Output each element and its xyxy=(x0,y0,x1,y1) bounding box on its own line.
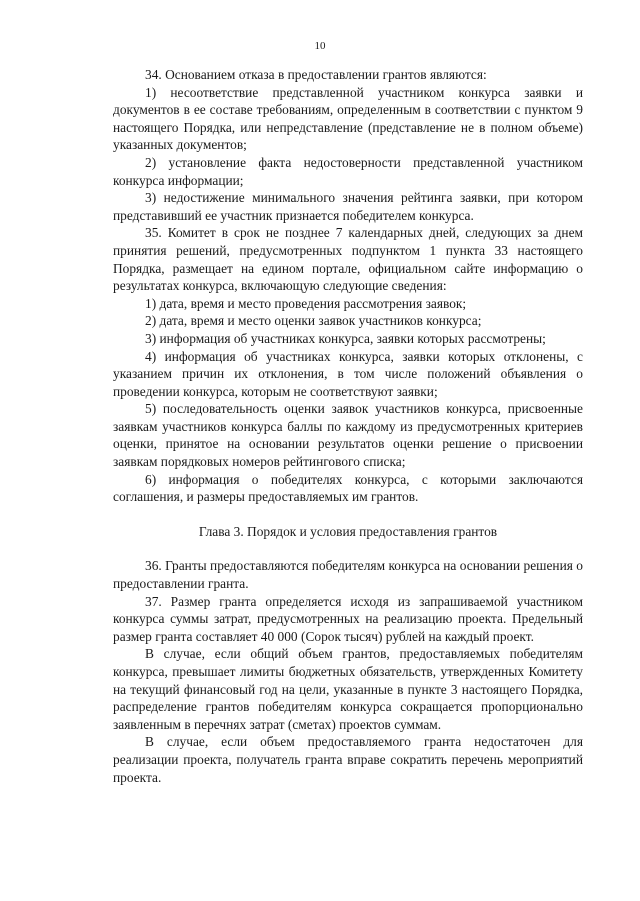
paragraph-37: 37. Размер гранта определяется исходя из запрашиваемой участником конкурса суммы затрат, предусмотренных на реализацию проекта. Предельный размер гранта составляет 40 000 (Сорок тысяч) рублей на каждый проект. xyxy=(113,593,583,644)
paragraph-34-item-3: 3) недостижение минимального значения рейтинга заявки, при котором представивший ее участник признается победителем конкурса. xyxy=(113,190,583,223)
paragraph-35: 35. Комитет в срок не позднее 7 календарных дней, следующих за днем принятия решений, предусмотренных подпунктом 1 пункта 33 настоящего Порядка, размещает на едином портале, официальном сайте информацию о результатах конкурса, включающую следующие сведения: xyxy=(113,225,583,294)
paragraph-34: 34. Основанием отказа в предоставлении грантов являются: xyxy=(145,67,487,82)
paragraph-36: 36. Гранты предоставляются победителям конкурса на основании решения о предоставлении гранта. xyxy=(113,558,583,592)
paragraph-34-item-1: 1) несоответствие представленной участником конкурса заявки и документов в ее составе требованиям, определенным в соответствии с пунктом 9 настоящего Порядка, или непредставление (представление не в полном объеме) указанных документов; xyxy=(113,84,583,153)
paragraph-35-item-6: 6) информация о победителях конкурса, с которыми заключаются соглашения, и размеры предоставляемых им грантов. xyxy=(113,471,583,505)
page-number: 10 xyxy=(314,40,326,52)
paragraph-34-item-2: 2) установление факта недостоверности представленной участником конкурса информации; xyxy=(113,154,583,188)
paragraph-37-case-2: В случае, если объем предоставляемого гранта недостаточен для реализации проекта, получатель гранта вправе сократить перечень мероприятий проекта. xyxy=(113,734,583,785)
paragraph-35-item-1: 1) дата, время и место проведения рассмотрения заявок; xyxy=(145,295,467,311)
paragraph-35-item-4: 4) информация об участниках конкурса, заявки которых отклонены, с указанием причин их отклонения, в том числе положений объявления о проведении конкурса, которым не соответствуют заявки; xyxy=(113,348,583,399)
paragraph-35-item-2: 2) дата, время и место оценки заявок участников конкурса; xyxy=(145,313,482,329)
chapter-heading: Глава 3. Порядок и условия предоставления грантов xyxy=(198,523,498,539)
paragraph-35-item-3: 3) информация об участниках конкурса, заявки которых рассмотрены; xyxy=(145,330,546,346)
paragraph-37-case-1: В случае, если общий объем грантов, предоставляемых победителям конкурса, превышает лимиты бюджетных обязательств, утвержденных Комитету на текущий финансовый год на цели, указанные в пункте 3 настоящего Порядка, распределение грантов победителям конкурса сокращается пропорционально заявленным в перечнях затрат (сметах) проектов суммам. xyxy=(113,646,583,732)
document-body xyxy=(113,66,583,786)
paragraph-35-item-5: 5) последовательность оценки заявок участников конкурса, присвоенные заявкам участников конкурса баллы по каждому из предусмотренных критериев оценки, принятое на основании результатов оценки решение о присвоении заявкам порядковых номеров рейтингового списка; xyxy=(113,401,583,470)
